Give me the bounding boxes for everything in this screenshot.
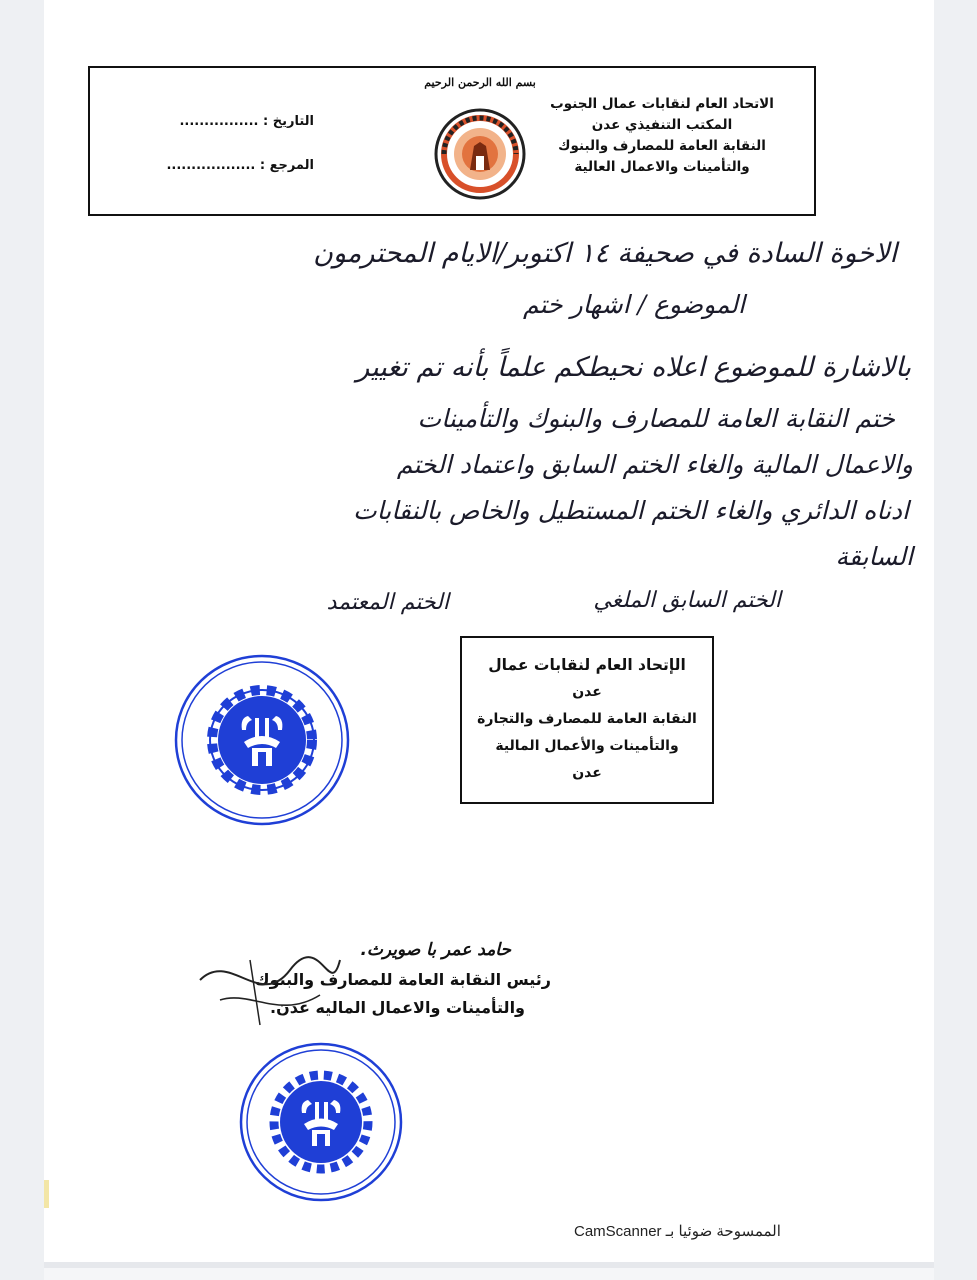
- ref-dots: ..................: [166, 158, 256, 173]
- date-dots: ................: [179, 114, 259, 129]
- new-stamp-caption: الختم المعتمد: [326, 590, 449, 615]
- handwritten-signature: [190, 940, 350, 1030]
- letterhead: [88, 66, 816, 216]
- stamp-line: النقابة العامة للمصارف والتجارة: [477, 711, 697, 727]
- org-line: والتأمينات والاعمال العالية: [574, 159, 750, 175]
- address-line: الاخوة السادة في صحيفة ١٤ اكتوبر/الايام المحترمون: [313, 238, 897, 269]
- stamp-line: عدن: [572, 765, 602, 781]
- new-round-seal: [172, 652, 352, 828]
- body-line: ختم النقابة العامة للمصارف والبنوك والتأمينات: [417, 404, 895, 433]
- ref-field: [114, 144, 314, 188]
- date-label: التاريخ :: [263, 114, 314, 129]
- left-edge: [0, 0, 44, 1280]
- basmala: بسم الله الرحمن الرحيم: [424, 76, 536, 89]
- org-line: الاتحاد العام لنقابات عمال الجنوب: [550, 96, 774, 112]
- body-line: ادناه الدائري والغاء الختم المستطيل والخاص بالنقابات: [353, 496, 909, 525]
- page-bottom-shadow: [44, 1262, 934, 1268]
- org-line: المكتب التنفيذي عدن: [591, 117, 733, 133]
- date-field: [114, 100, 314, 144]
- ref-label: المرجع :: [259, 158, 314, 173]
- subject-line: الموضوع / اشهار ختم: [523, 290, 745, 319]
- body-line: والاعمال المالية والغاء الختم السابق واعتماد الختم: [396, 450, 913, 479]
- stamp-line: الإتحاد العام لنقابات عمال: [488, 656, 686, 674]
- camscanner-watermark: الممسوحة ضوئيا بـ CamScanner: [574, 1223, 781, 1240]
- stamp-line: والتأمينات والأعمال المالية: [495, 738, 679, 754]
- signatory-title: رئيس النقابة العامة للمصارف والبنوك: [254, 970, 551, 989]
- letterhead-meta: [114, 100, 314, 188]
- body-line: بالاشارة للموضوع اعلاه نحيطكم علماً بأنه تم تغيير: [356, 352, 911, 383]
- org-line: النقابة العامة للمصارف والبنوك: [558, 138, 766, 154]
- scan-artifact: [44, 1180, 49, 1208]
- letterhead-org-block: [532, 94, 792, 178]
- signatory-name: حامد عمر با صويرث.: [360, 940, 511, 960]
- right-edge: [934, 0, 977, 1280]
- body-line: السابقة: [835, 542, 913, 571]
- union-logo: [430, 96, 530, 206]
- old-stamp-caption: الختم السابق الملغي: [593, 588, 781, 613]
- new-round-seal-signature: [238, 1040, 404, 1204]
- signatory-title: والتأمينات والاعمال الماليه عدن.: [269, 998, 525, 1017]
- stamp-line: عدن: [572, 684, 602, 700]
- old-rectangular-stamp: [460, 636, 714, 804]
